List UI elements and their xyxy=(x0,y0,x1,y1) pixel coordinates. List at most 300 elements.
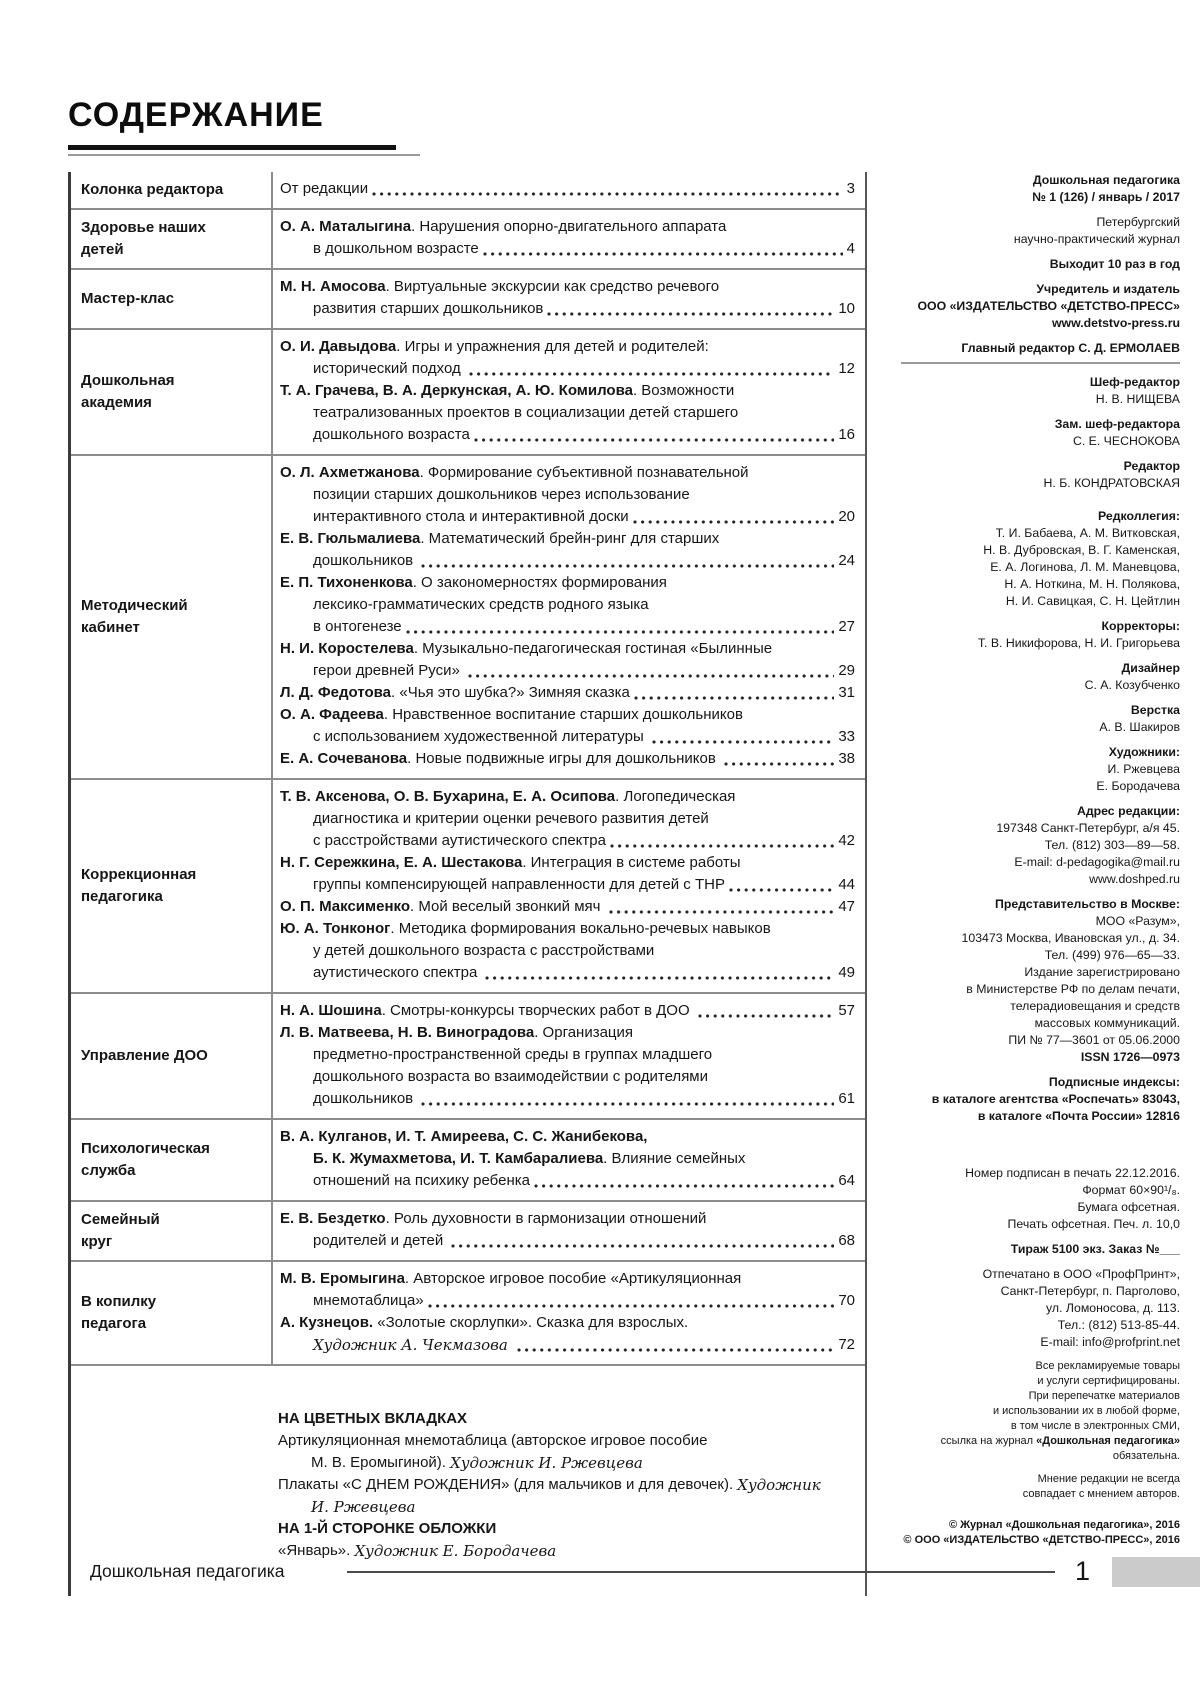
imprint-line xyxy=(901,559,1180,576)
imprint-line xyxy=(901,1283,1180,1300)
imprint-line xyxy=(901,719,1180,736)
page-footer xyxy=(0,1556,1200,1587)
text-run: дошкольного возраста xyxy=(313,426,470,443)
toc-entry-line xyxy=(280,726,855,748)
imprint-line xyxy=(901,340,1180,357)
toc-section-label-line: круг xyxy=(81,1233,113,1250)
imprint-line xyxy=(901,1182,1180,1199)
imprint-line xyxy=(901,1434,1180,1449)
text-run: www.detstvo-press.ru xyxy=(1051,316,1180,330)
imprint-line xyxy=(901,1374,1180,1389)
text-run: Верстка xyxy=(1130,703,1180,717)
toc-entry-line xyxy=(278,1452,855,1474)
toc-section xyxy=(71,992,865,1118)
imprint-line xyxy=(901,896,1180,913)
toc-entry-line xyxy=(280,786,855,808)
text-run: герои древней Руси» xyxy=(313,662,465,679)
imprint-block xyxy=(901,1359,1180,1464)
dot-leader xyxy=(474,424,835,446)
toc-entry-line xyxy=(280,298,855,320)
imprint-block xyxy=(901,256,1180,273)
imprint-line xyxy=(901,820,1180,837)
imprint-line xyxy=(901,947,1180,964)
toc-section-entries xyxy=(273,330,865,454)
toc-section-label xyxy=(71,330,273,454)
text-run: и использовании их в любой форме, xyxy=(992,1405,1180,1417)
text-run: . Виртуальные экскурсии как средство речевого xyxy=(385,278,720,295)
imprint-line xyxy=(901,433,1180,450)
text-run: . Влияние семейных xyxy=(603,1150,746,1167)
text-run: О. Л. Ахметжанова xyxy=(280,464,420,481)
imprint-line xyxy=(901,525,1180,542)
text-run: дошкольников xyxy=(313,1090,418,1107)
toc-section xyxy=(71,172,865,208)
text-run: От редакции xyxy=(280,180,369,197)
imprint-block xyxy=(901,214,1180,248)
toc-entry-line xyxy=(280,594,855,616)
imprint-line xyxy=(901,1266,1180,1283)
toc-section-entries xyxy=(273,1120,865,1200)
toc-page-number: 27 xyxy=(838,618,855,635)
imprint-block xyxy=(901,281,1180,332)
text-run: аутистического спектра xyxy=(313,964,482,981)
toc-section xyxy=(71,454,865,778)
text-run: О. А. Фадеева xyxy=(280,706,384,723)
text-run: № 1 (126) / январь / 2017 xyxy=(1032,190,1180,204)
toc-entry-line xyxy=(280,896,855,918)
text-run: Плакаты «С ДНЕМ РОЖДЕНИЯ» (для мальчиков и для девочек). xyxy=(278,1476,738,1493)
text-run: диагностика и критерии оценки речевого развития детей xyxy=(313,810,709,827)
imprint-block xyxy=(901,702,1180,736)
toc-entry-line xyxy=(280,462,855,484)
imprint-line xyxy=(901,1241,1180,1258)
imprint-line xyxy=(901,1334,1180,1351)
text-run: . Мой веселый звонкий мяч xyxy=(409,898,605,915)
text-run: Тел.: (812) 513-85-44. xyxy=(1057,1318,1180,1332)
text-run: 103473 Москва, Ивановская ул., д. 34. xyxy=(961,931,1180,945)
toc-entry-line xyxy=(280,1148,855,1170)
text-run: Издание зарегистрировано xyxy=(1024,965,1180,979)
text-run: . «Чья это шубка?» Зимняя сказка xyxy=(391,684,630,701)
imprint-line xyxy=(901,214,1180,231)
text-run: И. Ржевцева xyxy=(311,1498,416,1516)
text-run: Н. И. Савицкая, С. Н. Цейтлин xyxy=(1005,594,1180,608)
text-run: Н. В. Дубровская, В. Г. Каменская, xyxy=(983,543,1180,557)
imprint-block xyxy=(901,1165,1180,1233)
imprint-line xyxy=(901,256,1180,273)
imprint-line xyxy=(901,172,1180,189)
toc-section xyxy=(71,1118,865,1200)
imprint-line xyxy=(901,542,1180,559)
toc-entry-line xyxy=(280,178,855,200)
dot-leader xyxy=(634,682,834,704)
text-run: в каталоге «Почта России» 12816 xyxy=(977,1109,1180,1123)
text-run: Дизайнер xyxy=(1121,661,1180,675)
text-run: Тел. (812) 303—89—58. xyxy=(1044,838,1180,852)
imprint-block xyxy=(901,1266,1180,1351)
toc-entry-line xyxy=(280,1126,855,1148)
text-run: С. Е. ЧЕСНОКОВА xyxy=(1072,434,1180,448)
text-run: При перепечатке материалов xyxy=(1028,1390,1180,1402)
imprint-line xyxy=(901,593,1180,610)
imprint-line xyxy=(901,1533,1180,1548)
text-run: НА 1-Й СТОРОНКЕ ОБЛОЖКИ xyxy=(278,1520,497,1537)
text-run: . Музыкально-педагогическая гостиная «Былинные xyxy=(413,640,773,657)
toc-section xyxy=(71,268,865,328)
imprint-line xyxy=(901,1015,1180,1032)
text-run: Н. А. Ноткина, М. Н. Полякова, xyxy=(1004,577,1180,591)
imprint-block xyxy=(901,416,1180,450)
text-run: . Нарушения опорно-двигательного аппарата xyxy=(411,218,727,235)
text-run: Е. В. Бездетко xyxy=(280,1210,386,1227)
toc-entry-line xyxy=(280,1066,855,1088)
toc-entry-line xyxy=(280,424,855,446)
imprint-block xyxy=(901,172,1180,206)
imprint-block xyxy=(901,744,1180,795)
text-run: ISSN 1726—0973 xyxy=(1080,1050,1180,1064)
toc-entry-line xyxy=(280,1230,855,1252)
toc-entry-line xyxy=(280,358,855,380)
text-run: Петербургский xyxy=(1096,215,1180,229)
toc-page-number: 12 xyxy=(838,360,855,377)
dot-leader xyxy=(421,1088,834,1110)
title-rule-thin xyxy=(68,154,420,156)
toc-section-label-line: Методический xyxy=(81,597,188,614)
imprint-line xyxy=(901,1317,1180,1334)
imprint-line xyxy=(901,1108,1180,1125)
text-run: В. А. Кулганов, И. Т. Амиреева, С. С. Жанибекова, xyxy=(280,1128,648,1145)
toc-entry-line xyxy=(280,918,855,940)
imprint-block xyxy=(901,340,1180,364)
toc-entry-line xyxy=(280,1208,855,1230)
toc-section-label-line: Дошкольная xyxy=(81,372,175,389)
imprint-line xyxy=(901,1216,1180,1233)
text-run: предметно-пространственной среды в группах младшего xyxy=(313,1046,713,1063)
toc-entry-line xyxy=(280,484,855,506)
toc-page-number: 31 xyxy=(838,684,855,701)
toc-section-label-line: педагогика xyxy=(81,888,163,905)
text-run: Ю. А. Тонконог xyxy=(280,920,391,937)
toc-section-label-line: служба xyxy=(81,1162,136,1179)
dot-leader xyxy=(468,660,834,682)
toc-entry-line xyxy=(280,1000,855,1022)
text-run: Художник А. Чекмазова xyxy=(313,1336,513,1354)
toc-entry-line xyxy=(280,682,855,704)
imprint-line xyxy=(901,1472,1180,1487)
text-run: Т. И. Бабаева, А. М. Витковская, xyxy=(995,526,1180,540)
imprint-line xyxy=(901,1199,1180,1216)
toc-entry-line xyxy=(280,336,855,358)
text-run: E-mail: d-pedagogika@mail.ru xyxy=(1014,855,1180,869)
toc-entry-line xyxy=(278,1408,855,1430)
dot-leader xyxy=(729,874,834,896)
text-run: 197348 Санкт-Петербург, а/я 45. xyxy=(996,821,1180,835)
imprint-line xyxy=(901,281,1180,298)
title-rule-thick xyxy=(68,145,396,150)
toc-section-label-line: детей xyxy=(81,241,124,258)
text-run: дошкольников xyxy=(313,552,418,569)
imprint-line xyxy=(901,981,1180,998)
text-run: Н. В. НИЩЕВА xyxy=(1095,392,1180,406)
dot-leader xyxy=(633,506,835,528)
text-run: Художники: xyxy=(1108,745,1180,759)
toc-section-label xyxy=(71,456,273,778)
text-run: в онтогенезе xyxy=(313,618,402,635)
text-run: Е. П. Тихоненкова xyxy=(280,574,413,591)
toc-entry-line xyxy=(280,1170,855,1192)
toc-entry-line xyxy=(280,550,855,572)
toc-page-number: 64 xyxy=(838,1172,855,1189)
text-run: Корректоры: xyxy=(1101,619,1180,633)
text-run: О. П. Максименко xyxy=(280,898,410,915)
text-run: позиции старших дошкольников через использование xyxy=(313,486,690,503)
imprint-line xyxy=(901,1359,1180,1374)
text-run: . Смотры-конкурсы творческих работ в ДОО xyxy=(381,1002,694,1019)
text-run: Мнение редакции не всегда xyxy=(1037,1473,1180,1485)
toc-page-number: 29 xyxy=(838,662,855,679)
toc-section-label-line: Здоровье наших xyxy=(81,219,206,236)
toc-page-number: 20 xyxy=(838,508,855,525)
toc-page-number: 16 xyxy=(838,426,855,443)
text-run: Зам. шеф-редактора xyxy=(1054,417,1180,431)
toc-section-label-line: В копилку xyxy=(81,1293,157,1310)
text-run: МОО «Разум», xyxy=(1095,914,1180,928)
text-run: Н. И. Коростелева xyxy=(280,640,414,657)
imprint-line xyxy=(901,374,1180,391)
imprint-block xyxy=(901,896,1180,1066)
toc-entry-line xyxy=(280,402,855,424)
text-run: дошкольного возраста во взаимодействии с родителями xyxy=(313,1068,709,1085)
text-run: Представительство в Москве: xyxy=(995,897,1180,911)
text-run: научно-практический журнал xyxy=(1013,232,1180,246)
text-run: интерактивного стола и интерактивной доски xyxy=(313,508,629,525)
text-run: отношений на психику ребенка xyxy=(313,1172,530,1189)
dot-leader xyxy=(698,1000,835,1022)
text-run: Все рекламируемые товары xyxy=(1035,1360,1180,1372)
text-run: Редактор xyxy=(1123,459,1180,473)
toc-section-label xyxy=(71,270,273,328)
text-run: у детей дошкольного возраста с расстройствами xyxy=(313,942,655,959)
imprint-block xyxy=(901,1074,1180,1125)
toc-entry-line xyxy=(280,528,855,550)
imprint-line xyxy=(901,1404,1180,1419)
toc-entry-line xyxy=(278,1430,855,1452)
text-run: М. Н. Амосова xyxy=(280,278,386,295)
imprint-line xyxy=(901,998,1180,1015)
text-run: Подписные индексы: xyxy=(1048,1075,1180,1089)
imprint-line xyxy=(901,458,1180,475)
toc-entry-line xyxy=(280,808,855,830)
text-run: Л. Д. Федотова xyxy=(280,684,392,701)
toc-section-label-line: Семейный xyxy=(81,1211,160,1228)
toc-section xyxy=(71,1260,865,1364)
toc-entry-line xyxy=(280,1312,855,1334)
toc-page-number: 3 xyxy=(846,180,855,197)
toc-page-number: 4 xyxy=(846,240,855,257)
text-run: . Математический брейн-ринг для старших xyxy=(420,530,720,547)
toc-section-label xyxy=(71,994,273,1118)
toc-entry-line xyxy=(280,962,855,984)
imprint-line xyxy=(901,930,1180,947)
text-run: в дошкольном возрасте xyxy=(313,240,479,257)
text-run: с расстройствами аутистического спектра xyxy=(313,832,606,849)
text-run: Главный редактор С. Д. ЕРМОЛАЕВ xyxy=(961,341,1180,355)
imprint-line xyxy=(901,189,1180,206)
text-run: Т. В. Никифорова, Н. И. Григорьева xyxy=(977,636,1180,650)
text-run: в Министерстве РФ по делам печати, xyxy=(966,982,1180,996)
text-run: мнемотаблица» xyxy=(313,1292,424,1309)
toc-entry-line xyxy=(280,1334,855,1356)
toc-page-number: 49 xyxy=(838,964,855,981)
text-run: телерадиовещания и средств xyxy=(1010,999,1180,1013)
imprint-line xyxy=(901,837,1180,854)
toc-section-entries xyxy=(273,270,865,328)
text-run: в каталоге агентства «Роспечать» 83043, xyxy=(931,1092,1180,1106)
toc-page-number: 38 xyxy=(838,750,855,767)
text-run: Печать офсетная. Печ. л. 10,0 xyxy=(1007,1217,1180,1231)
footer-journal-title: Дошкольная педагогика xyxy=(90,1561,285,1581)
toc-section-entries xyxy=(273,1262,865,1364)
toc-entry-line xyxy=(280,506,855,528)
text-run: . Роль духовности в гармонизации отношений xyxy=(385,1210,707,1227)
toc-table xyxy=(68,172,867,1596)
imprint-line xyxy=(901,1074,1180,1091)
text-run: Формат 60×90¹/₈. xyxy=(1082,1183,1180,1197)
text-run: Художник Е. Бородачева xyxy=(354,1542,557,1560)
imprint-line xyxy=(901,416,1180,433)
toc-entry-line xyxy=(278,1496,855,1518)
toc-page-number: 68 xyxy=(838,1232,855,1249)
toc-section-entries xyxy=(273,1202,865,1260)
page-header xyxy=(68,96,1180,156)
imprint-line xyxy=(901,298,1180,315)
footer-rule xyxy=(347,1571,1055,1573)
toc-entry-line xyxy=(280,572,855,594)
imprint-line xyxy=(901,618,1180,635)
toc-entry-line xyxy=(280,830,855,852)
imprint-line xyxy=(901,803,1180,820)
text-run: www.doshped.ru xyxy=(1089,872,1180,886)
toc-section-label-line: академия xyxy=(81,394,152,411)
toc-page-number: 70 xyxy=(838,1292,855,1309)
imprint-sidebar xyxy=(867,172,1180,1556)
text-run: М. В. Еромыгина xyxy=(280,1270,405,1287)
text-run: С. А. Козубченко xyxy=(1084,678,1180,692)
imprint-line xyxy=(901,660,1180,677)
toc-section xyxy=(71,778,865,992)
text-run: ссылка на журнал xyxy=(940,1435,1037,1447)
text-run: обязательна. xyxy=(1112,1450,1180,1462)
dot-leader xyxy=(451,1230,834,1252)
toc-entry-line xyxy=(280,1022,855,1044)
imprint-line xyxy=(901,913,1180,930)
text-run: Санкт-Петербург, п. Парголово, xyxy=(1000,1284,1180,1298)
imprint-line xyxy=(901,635,1180,652)
imprint-line xyxy=(901,677,1180,694)
toc-section-label-line: Психологическая xyxy=(81,1140,210,1157)
toc-section-label-line: педагога xyxy=(81,1315,147,1332)
text-run: О. А. Маталыгина xyxy=(280,218,412,235)
dot-leader xyxy=(547,298,834,320)
text-run: ул. Ломоносова, д. 113. xyxy=(1046,1301,1180,1315)
toc-page-number: 57 xyxy=(838,1002,855,1019)
imprint-line xyxy=(901,964,1180,981)
text-run: в том числе в электронных СМИ, xyxy=(1010,1420,1180,1432)
toc-section xyxy=(71,328,865,454)
toc-section-entries xyxy=(273,210,865,268)
imprint-line xyxy=(901,702,1180,719)
text-run: Художник xyxy=(737,1476,821,1494)
imprint-line xyxy=(901,1091,1180,1108)
imprint-block xyxy=(901,458,1180,492)
content-area xyxy=(68,172,1180,1596)
imprint-line xyxy=(901,744,1180,761)
imprint-line xyxy=(901,761,1180,778)
text-run: Т. А. Грачева, В. А. Деркунская, А. Ю. Комилова xyxy=(280,382,633,399)
toc-page-number: 42 xyxy=(838,832,855,849)
imprint-block xyxy=(901,508,1180,610)
text-run: исторический подход xyxy=(313,360,465,377)
text-run: Н. Г. Сережкина, Е. А. Шестакова xyxy=(280,854,523,871)
toc-entry-line xyxy=(278,1518,855,1540)
imprint-block xyxy=(901,803,1180,888)
toc-entry-line xyxy=(280,940,855,962)
text-run: А. В. Шакиров xyxy=(1099,720,1180,734)
toc-entry-line xyxy=(280,1088,855,1110)
toc-section-entries xyxy=(273,456,865,778)
toc-page-number: 33 xyxy=(838,728,855,745)
dot-leader xyxy=(609,896,835,918)
text-run: . Авторское игровое пособие «Артикуляционная xyxy=(404,1270,742,1287)
toc-section-entries xyxy=(273,994,865,1118)
text-run: Т. В. Аксенова, О. В. Бухарина, Е. А. Осипова xyxy=(280,788,616,805)
imprint-line xyxy=(901,1049,1180,1066)
text-run: . Формирование субъективной познавательной xyxy=(419,464,749,481)
imprint-block xyxy=(901,1472,1180,1502)
footer-edge-bar xyxy=(1112,1557,1200,1587)
imprint-line xyxy=(901,871,1180,888)
dot-leader xyxy=(610,830,834,852)
text-run: Художник И. Ржевцева xyxy=(450,1454,643,1472)
text-run: Е. Бородачева xyxy=(1096,779,1180,793)
text-run: Шеф-редактор xyxy=(1089,375,1180,389)
text-run: с использованием художественной литературы xyxy=(313,728,648,745)
toc-entry-line xyxy=(280,1290,855,1312)
text-run: О. И. Давыдова xyxy=(280,338,397,355)
dot-leader xyxy=(428,1290,835,1312)
dot-leader xyxy=(485,962,834,984)
text-run: E-mail: info@profprint.net xyxy=(1040,1335,1180,1349)
text-run: . Методика формирования вокально-речевых навыков xyxy=(390,920,771,937)
text-run: НА ЦВЕТНЫХ ВКЛАДКАХ xyxy=(278,1410,468,1427)
dot-leader xyxy=(421,550,834,572)
text-run: Выходит 10 раз в год xyxy=(1049,257,1180,271)
text-run: Номер подписан в печать 22.12.2016. xyxy=(965,1166,1180,1180)
text-run: Учредитель и издатель xyxy=(1036,282,1180,296)
toc-entry-line xyxy=(280,660,855,682)
toc-section-entries xyxy=(273,172,865,208)
imprint-line xyxy=(901,1419,1180,1434)
text-run: . Игры и упражнения для детей и родителей: xyxy=(396,338,709,355)
text-run: и услуги сертифицированы. xyxy=(1037,1375,1180,1387)
text-run: Тираж 5100 экз. Заказ №___ xyxy=(1010,1242,1180,1256)
text-run: . Новые подвижные игры для дошкольников xyxy=(407,750,721,767)
text-run: Л. В. Матвеева, Н. В. Виноградова xyxy=(280,1024,535,1041)
toc-section-label xyxy=(71,1262,273,1364)
text-run: Редколлегия: xyxy=(1098,509,1180,523)
text-run: © Журнал «Дошкольная педагогика», 2016 xyxy=(948,1519,1180,1531)
imprint-block xyxy=(901,374,1180,408)
